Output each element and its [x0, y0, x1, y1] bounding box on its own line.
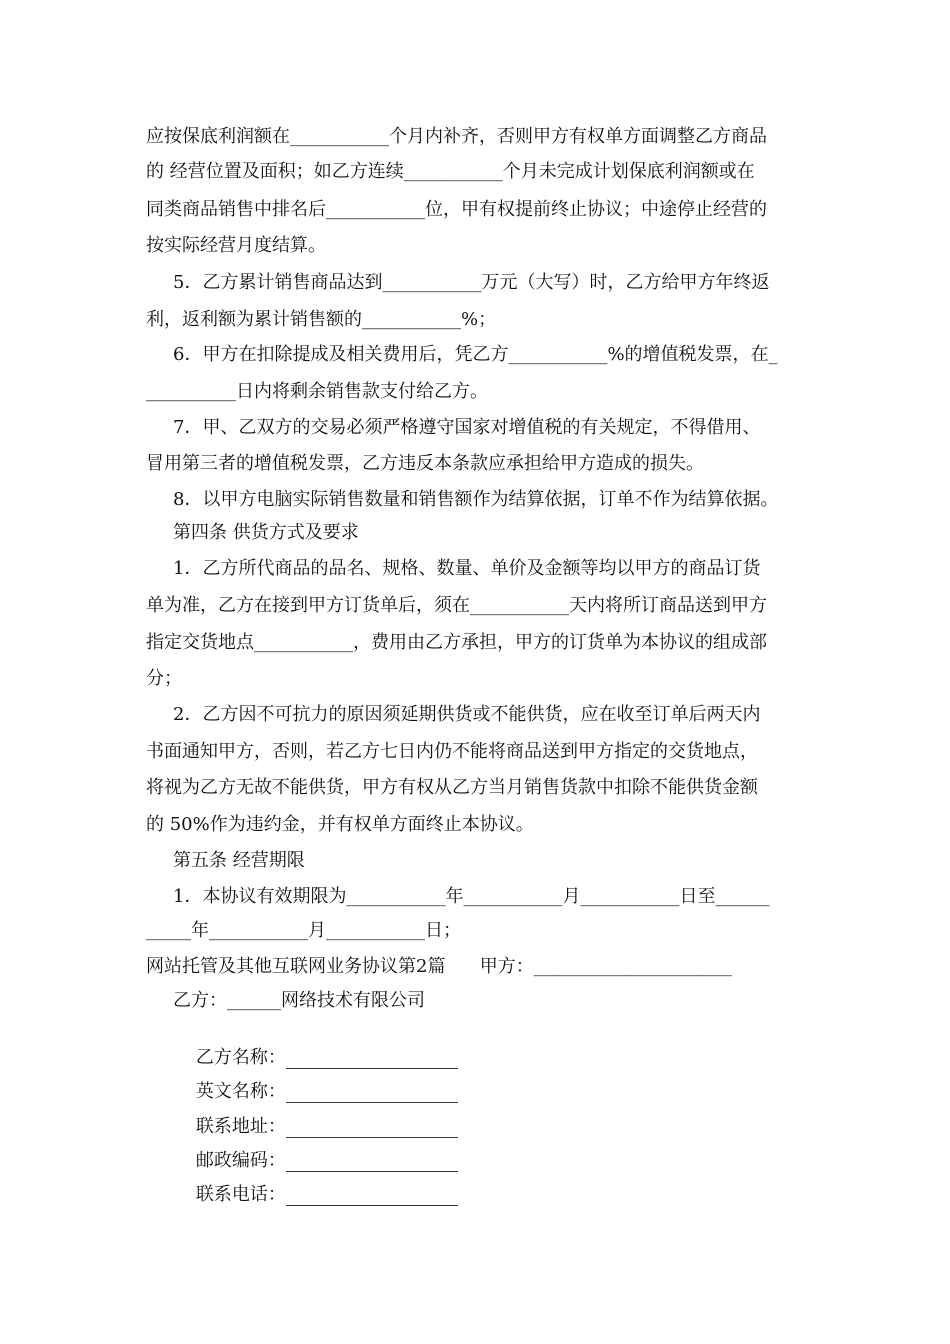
text-line: 的 经营位置及面积；如乙方连续___________个月未完成计划保底利润额或在 [146, 161, 755, 182]
text-line: 指定交货地点___________，费用由乙方承担，甲方的订货单为本协议的组成部 [146, 632, 767, 653]
section-heading: 第五条 经营期限 [173, 850, 305, 871]
field-label: 乙方名称： [195, 1047, 286, 1068]
text-line: 的 50%作为违约金，并有权单方面终止本协议。 [146, 814, 534, 835]
text-line: _____年___________月___________日； [146, 920, 461, 941]
field-label: 邮政编码： [195, 1150, 286, 1171]
field-label: 联系电话： [195, 1184, 286, 1205]
text-line: 同类商品销售中排名后___________位，甲有权提前终止协议；中途停止经营的 [146, 199, 767, 220]
text-line: 5．乙方累计销售商品达到___________万元（大写）时，乙方给甲方年终返 [173, 272, 770, 293]
text-line: 1．本协议有效期限为___________年___________月___________日至______ [173, 886, 770, 907]
text-line: 利，返利额为累计销售额的___________%； [146, 309, 497, 330]
text-line: 6．甲方在扣除提成及相关费用后，凭乙方___________%的增值税发票，在_ [173, 344, 778, 365]
text-line: 将视为乙方无故不能供货，甲方有权从乙方当月销售货款中扣除不能供货金额 [146, 777, 758, 798]
field-phone [173, 1162, 458, 1228]
field-label: 联系地址： [195, 1116, 286, 1137]
text-line: 1．乙方所代商品的品名、规格、数量、单价及金额等均以甲方的商品订货 [173, 558, 761, 579]
party-b-line: 乙方：______网络技术有限公司 [173, 990, 425, 1011]
text-line: 单为准，乙方在接到甲方订货单后，须在___________天内将所订商品送到甲方 [146, 595, 767, 616]
doc-title-line: 网站托管及其他互联网业务协议第2篇 甲方：______________________ [146, 956, 732, 977]
blank-line[interactable] [286, 1187, 458, 1206]
text-line: 冒用第三者的增值税发票，乙方违反本条款应承担给甲方造成的损失。 [146, 453, 704, 474]
field-label: 英文名称： [195, 1081, 286, 1102]
text-line: 2．乙方因不可抗力的原因须延期供货或不能供货，应在收至订单后两天内 [173, 704, 761, 725]
section-heading: 第四条 供货方式及要求 [173, 522, 359, 543]
text-line: 按实际经营月度结算。 [146, 235, 326, 256]
text-line: 书面通知甲方，否则，若乙方七日内仍不能将商品送到甲方指定的交货地点， [146, 741, 758, 762]
text-line: 7．甲、乙双方的交易必须严格遵守国家对增值税的有关规定，不得借用、 [173, 417, 761, 438]
text-line: 分； [146, 668, 182, 689]
text-line: 应按保底利润额在___________个月内补齐，否则甲方有权单方面调整乙方商品 [146, 126, 767, 147]
text-line: __________日内将剩余销售款支付给乙方。 [146, 381, 488, 402]
text-line: 8．以甲方电脑实际销售数量和销售额作为结算依据，订单不作为结算依据。 [173, 489, 779, 510]
